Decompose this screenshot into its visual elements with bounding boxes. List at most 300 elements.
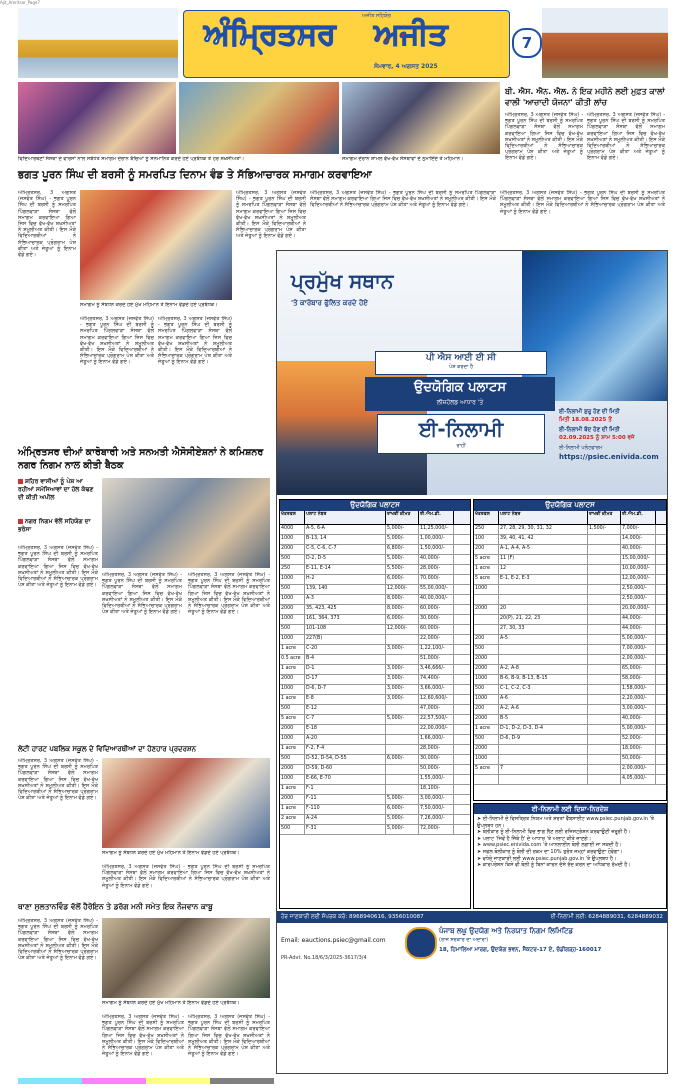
bullet-square-icon — [18, 519, 23, 524]
table-cell: 3,46,666/- — [419, 665, 454, 674]
table-cell: 5 acre — [280, 715, 305, 724]
table-cell: 5 acre — [474, 555, 499, 564]
table-cell: 6,800/- — [386, 545, 419, 554]
table-cell — [588, 655, 621, 664]
table-cell: 11,25,000/- — [419, 525, 454, 534]
table-cell — [499, 645, 588, 654]
table-cell: A-20 — [305, 735, 386, 744]
table-cell: 2000 — [280, 605, 305, 614]
table-cell — [386, 705, 419, 714]
table-cell: 5,000/- — [386, 815, 419, 824]
table-cell — [588, 555, 621, 564]
table-cell: D-59, D-60 — [305, 765, 386, 774]
main-body-col3: ਅੰਮ੍ਰਿਤਸਰ, 3 ਅਗਸਤ (ਜਸਵੰਤ ਸਿੰਘ) - ਭਗਤ ਪੂਰਨ ਸਿੰਘ ਦੀ ਬਰਸੀ ਨੂੰ ਸਮਰਪਿਤ ਪਿੰਗਲਵਾੜਾ ਸੰਸਥਾ ਵੱਲੋਂ ਸਮਾਗਮ ਕਰਵਾਇਆ ਗਿਆ ਜਿਸ ਵਿਚ ਵੱਖ-ਵੱਖ ਸ਼ਖ਼ਸੀਅਤਾਂ ਨੇ ਸ਼ਮੂਲੀਅਤ ਕੀਤੀ। ਇਸ ਮੌਕੇ ਵਿਦਿਆਰਥੀਆਂ ਨੇ ਸੱਭਿਆਚਾਰਕ ਪ੍ਰੋਗਰਾਮ ਪੇਸ਼ ਕੀਤਾ ਅਤੇ ਜੇਤੂਆਂ ਨੂੰ ਇਨਾਮ ਵੰਡੇ ਗਏ। — [158, 316, 232, 366]
table-cell: 50,000/- — [621, 755, 656, 764]
top-photo-2 — [179, 82, 339, 154]
table-row — [474, 655, 666, 665]
table-cell — [386, 735, 419, 744]
table-row — [280, 585, 470, 595]
instruction-item: ➤ www.psiec.enivida.com 'ਤੇ ਆਨਲਾਈਨ ਬੋਲੀ ਲਗਾਈ ਜਾ ਸਕਦੀ ਹੈ। — [477, 842, 622, 849]
instructions-box — [473, 803, 667, 909]
table-row — [280, 665, 470, 675]
table-cell: 500 — [474, 735, 499, 744]
ad-org-short: ਪੀ ਐਸ ਆਈ ਈ ਸੀ — [426, 353, 496, 363]
story4-col3: ਅੰਮ੍ਰਿਤਸਰ, 3 ਅਗਸਤ (ਜਸਵੰਤ ਸਿੰਘ) - ਭਗਤ ਪੂਰਨ ਸਿੰਘ ਦੀ ਬਰਸੀ ਨੂੰ ਸਮਰਪਿਤ ਪਿੰਗਲਵਾੜਾ ਸੰਸਥਾ ਵੱਲੋਂ ਸਮਾਗਮ ਕਰਵਾਇਆ ਗਿਆ ਜਿਸ ਵਿਚ ਵੱਖ-ਵੱਖ ਸ਼ਖ਼ਸੀਅਤਾਂ ਨੇ ਸ਼ਮੂਲੀਅਤ ਕੀਤੀ। ਇਸ ਮੌਕੇ ਵਿਦਿਆਰਥੀਆਂ ਨੇ ਸੱਭਿਆਚਾਰਕ ਪ੍ਰੋਗਰਾਮ ਪੇਸ਼ ਕੀਤਾ ਅਤੇ ਜੇਤੂਆਂ ਨੂੰ ਇਨਾਮ ਵੰਡੇ ਗਏ। — [188, 1014, 270, 1058]
ad-org-box — [375, 351, 547, 375]
table-cell: 44,000/- — [621, 615, 656, 624]
table-cell — [386, 785, 419, 794]
plots-table-right-body — [474, 525, 666, 785]
table-cell: 3,000/- — [386, 695, 419, 704]
table-cell: A-5 — [499, 635, 588, 644]
table-cell: 200 — [474, 635, 499, 644]
table-row — [474, 665, 666, 675]
footer-org-name: ਪੰਜਾਬ ਲਘੂ ਉਦਯੋਗ ਅਤੇ ਨਿਰਯਾਤ ਨਿਗਮ ਲਿਮਿਟਿਡ — [439, 927, 574, 935]
ad-banner — [277, 251, 667, 495]
table-cell: 27, 28, 29, 30, 31, 32 — [499, 525, 588, 534]
table-cell: 1000 — [280, 595, 305, 604]
table-cell: 1,50,000/- — [419, 545, 454, 554]
masthead-title-left: ਅੰਮ੍ਰਿਤਸਰ — [204, 17, 336, 52]
table-row — [280, 545, 470, 555]
table-row — [280, 765, 470, 775]
table-cell: 1000 — [280, 575, 305, 584]
table-cell: 70,000/- — [419, 575, 454, 584]
table-cell: 27, 30, 33 — [499, 625, 588, 634]
table-cell: 200 — [474, 545, 499, 554]
table-cell: 6,000/- — [386, 755, 419, 764]
top-photo-1 — [18, 82, 176, 154]
table-row — [280, 815, 470, 825]
table-cell: 1,55,000/- — [419, 775, 454, 784]
table-cell: F-11 — [305, 795, 386, 804]
table-cell — [499, 595, 588, 604]
print-color-bar — [18, 1078, 658, 1084]
table-row — [474, 555, 666, 565]
table-cell — [386, 655, 419, 664]
table-cell: 28,000/- — [419, 745, 454, 754]
table-cell: 12 — [499, 565, 588, 574]
table-cell: E-66, E-70 — [305, 775, 386, 784]
school-photo-caption: ਸਮਾਗਮ ਨੂੰ ਸੰਬੋਧਨ ਕਰਦੇ ਹੋਏ ਮੁੱਖ ਮਹਿਮਾਨ ਤੇ ਇਨਾਮ ਵੰਡਦੇ ਹੋਏ ਪ੍ਰਬੰਧਕ। — [102, 850, 240, 856]
ad-band-2 — [377, 414, 545, 454]
table-cell: 5,000/- — [386, 715, 419, 724]
table-cell: C-7 — [305, 715, 386, 724]
top-caption-right: ਸਮਾਗਮ ਦੌਰਾਨ ਸ਼ਾਮਲ ਵੱਖ-ਵੱਖ ਸੰਸਥਾਵਾਂ ਦੇ ਨੁਮਾਇੰਦੇ ਤੇ ਮਹਿਮਾਨ। — [342, 156, 464, 162]
col-emd: ਈ.ਐਮ.ਡੀ. — [621, 511, 656, 524]
table-cell: 5,000/- — [386, 535, 419, 544]
table-cell: 500 — [280, 755, 305, 764]
table-cell — [588, 595, 621, 604]
ad-title: ਪ੍ਰਮੁੱਖ ਸਥਾਨ — [291, 269, 394, 293]
table-cell: 72,000/- — [419, 825, 454, 834]
table-row — [474, 545, 666, 555]
table-cell: F-2, F-4 — [305, 745, 386, 754]
police-photo — [102, 918, 270, 998]
ad-footer — [277, 925, 667, 965]
table-row — [280, 575, 470, 585]
table-cell: 5,00,000/- — [621, 725, 656, 734]
table-cell: 6,000/- — [386, 805, 419, 814]
table-cell: A-5, 6-A — [305, 525, 386, 534]
table-row — [280, 635, 470, 645]
table-cell: 2000 — [474, 745, 499, 754]
table-cell: 22,57,500/- — [419, 715, 454, 724]
bullet-1-text: ਸ਼ਹਿਰ ਵਾਸੀਆਂ ਨੂੰ ਪੇਸ਼ ਆ ਰਹੀਆਂ ਸਮੱਸਿਆਵਾਂ ਦਾ ਹੱਲ ਕੱਢਣ ਦੀ ਕੀਤੀ ਅਪੀਲ — [18, 478, 94, 501]
table-cell: A-6 — [499, 695, 588, 704]
table-cell: 58,000/- — [621, 675, 656, 684]
plots-table-right-title: ਉਦਯੋਗਿਕ ਪਲਾਟਸ — [474, 500, 666, 511]
main-body-col1: ਅੰਮ੍ਰਿਤਸਰ, 3 ਅਗਸਤ (ਜਸਵੰਤ ਸਿੰਘ) - ਭਗਤ ਪੂਰਨ ਸਿੰਘ ਦੀ ਬਰਸੀ ਨੂੰ ਸਮਰਪਿਤ ਪਿੰਗਲਵਾੜਾ ਸੰਸਥਾ ਵੱਲੋਂ ਸਮਾਗਮ ਕਰਵਾਇਆ ਗਿਆ ਜਿਸ ਵਿਚ ਵੱਖ-ਵੱਖ ਸ਼ਖ਼ਸੀਅਤਾਂ ਨੇ ਸ਼ਮੂਲੀਅਤ ਕੀਤੀ। ਇਸ ਮੌਕੇ ਵਿਦਿਆਰਥੀਆਂ ਨੇ ਸੱਭਿਆਚਾਰਕ ਪ੍ਰੋਗਰਾਮ ਪੇਸ਼ ਕੀਤਾ ਅਤੇ ਜੇਤੂਆਂ ਨੂੰ ਇਨਾਮ ਵੰਡੇ ਗਏ। — [18, 190, 76, 259]
table-cell: 1 acre — [280, 785, 305, 794]
instruction-item: ➤ ਕਾਰਪੋਰੇਸ਼ਨ ਕਿਸੇ ਵੀ ਬੋਲੀ ਨੂੰ ਬਿਨਾਂ ਕਾਰਨ ਦੱਸੇ ਰੱਦ ਕਰਨ ਦਾ ਅਧਿਕਾਰ ਰੱਖਦੀ ਹੈ। — [477, 862, 631, 869]
helpline-right-text: ਈ-ਨਿਲਾਮੀ ਲਈ: 6284889031, 6284889032 — [550, 914, 663, 920]
table-cell: 10,00,000/- — [621, 565, 656, 574]
table-cell: 60,000/- — [419, 625, 454, 634]
table-cell: B-6, B-9, B-13, B-15 — [499, 675, 588, 684]
table-cell: 139, 140 — [305, 585, 386, 594]
top-caption-left: ਵਿਦਿਆਰਥਣਾਂ ਸੰਸਥਾ ਦੇ ਵਾਰਸਾਂ ਨਾਲ ਸਬੰਧਤ ਸਮਾਗਮ ਦੌਰਾਨ ਬੱਚਿਆਂ ਨੂੰ ਸਨਮਾਨਿਤ ਕਰਦੇ ਹੋਏ ਪ੍ਰਬੰਧਕ ਤੇ ਹੋਰ ਸ਼ਖ਼ਸੀਅਤਾਂ। — [18, 156, 245, 162]
table-cell: 65,000/- — [621, 665, 656, 674]
table-cell: 1 acre — [280, 645, 305, 654]
table-cell: D-6, D-9 — [499, 735, 588, 744]
table-cell: 0.5 acre — [280, 655, 305, 664]
helpline-text: ਹੋਰ ਜਾਣਕਾਰੀ ਲਈ ਸੰਪਰਕ ਕਰੋ: 8968940616, 9356010087 — [281, 914, 424, 920]
table-cell: 1000 — [474, 585, 499, 594]
table-cell: 40,000/- — [419, 555, 454, 564]
table-cell: 3,000/- — [386, 665, 419, 674]
table-cell: 7,50,000/- — [419, 805, 454, 814]
table-row — [474, 765, 666, 775]
top-photo-3 — [342, 82, 500, 154]
table-cell — [588, 545, 621, 554]
table-row — [474, 725, 666, 735]
table-cell: 1 acre — [280, 695, 305, 704]
table-cell: 1000 — [280, 635, 305, 644]
table-cell: 3,000/- — [386, 685, 419, 694]
table-cell: 15,00,000/- — [621, 555, 656, 564]
table-row — [474, 705, 666, 715]
table-cell: 28,000/- — [419, 565, 454, 574]
table-cell: 4000 — [280, 525, 305, 534]
table-cell: 101-108 — [305, 625, 386, 634]
table-row — [474, 625, 666, 635]
table-cell: D-6, D-7 — [305, 685, 386, 694]
table-cell: 2000 — [280, 795, 305, 804]
ad-contact-label: ਈ-ਨਿਲਾਮੀ ਪਲੇਟਫਾਰਮ — [559, 445, 603, 451]
table-cell: 2000 — [280, 765, 305, 774]
table-row — [474, 755, 666, 765]
meeting-photo — [102, 478, 270, 568]
table-cell: 4,05,000/- — [621, 775, 656, 784]
table-cell: 7,000/- — [621, 525, 656, 534]
table-cell — [588, 695, 621, 704]
table-cell — [474, 625, 499, 634]
table-row — [280, 825, 470, 835]
table-cell — [588, 745, 621, 754]
table-row — [474, 575, 666, 585]
table-cell — [588, 585, 621, 594]
table-cell: B-13, 14 — [305, 535, 386, 544]
page-number: 7 — [521, 34, 533, 52]
instruction-item: ➤ ਸਫਲ ਬੋਲੀਕਾਰ ਨੂੰ ਬੋਲੀ ਦੀ ਰਕਮ ਦਾ 10% ਤੁਰੰਤ ਜਮ੍ਹਾਂ ਕਰਵਾਉਣਾ ਹੋਵੇਗਾ। — [477, 848, 623, 855]
col-area: ਖੇਤਰਫਲ — [474, 511, 499, 524]
table-cell: 51,000/- — [419, 655, 454, 664]
table-cell: 1 acre — [280, 745, 305, 754]
table-cell: 1,22,100/- — [419, 645, 454, 654]
table-cell — [588, 705, 621, 714]
table-cell: 20 — [499, 605, 588, 614]
table-row — [474, 645, 666, 655]
table-cell — [386, 725, 419, 734]
table-row — [280, 645, 470, 655]
story2-col3: ਅੰਮ੍ਰਿਤਸਰ, 3 ਅਗਸਤ (ਜਸਵੰਤ ਸਿੰਘ) - ਭਗਤ ਪੂਰਨ ਸਿੰਘ ਦੀ ਬਰਸੀ ਨੂੰ ਸਮਰਪਿਤ ਪਿੰਗਲਵਾੜਾ ਸੰਸਥਾ ਵੱਲੋਂ ਸਮਾਗਮ ਕਰਵਾਇਆ ਗਿਆ ਜਿਸ ਵਿਚ ਵੱਖ-ਵੱਖ ਸ਼ਖ਼ਸੀਅਤਾਂ ਨੇ ਸ਼ਮੂਲੀਅਤ ਕੀਤੀ। ਇਸ ਮੌਕੇ ਵਿਦਿਆਰਥੀਆਂ ਨੇ ਸੱਭਿਆਚਾਰਕ ਪ੍ਰੋਗਰਾਮ ਪੇਸ਼ ਕੀਤਾ ਅਤੇ ਜੇਤੂਆਂ ਨੂੰ ਇਨਾਮ ਵੰਡੇ ਗਏ। — [188, 572, 270, 616]
table-cell — [588, 575, 621, 584]
table-row — [474, 735, 666, 745]
col-reserve: ਰਾਖਵੀਂ ਕੀਮਤ — [588, 511, 621, 524]
table-cell: D-1, D-2, D-3, D-4 — [499, 725, 588, 734]
table-cell: D-52, D-54, D-55 — [305, 755, 386, 764]
table-cell: 60,000/- — [419, 605, 454, 614]
police-photo-caption: ਸਮਾਗਮ ਨੂੰ ਸੰਬੋਧਨ ਕਰਦੇ ਹੋਏ ਮੁੱਖ ਮਹਿਮਾਨ ਤੇ ਇਨਾਮ ਵੰਡਦੇ ਹੋਏ ਪ੍ਰਬੰਧਕ। — [102, 1000, 240, 1006]
table-cell: 18,100/- — [419, 785, 454, 794]
table-cell: 1000 — [474, 675, 499, 684]
table-cell — [386, 765, 419, 774]
headline-2: ਅੰਮ੍ਰਿਤਸਰ ਦੀਆਂ ਕਾਰੋਬਾਰੀ ਅਤੇ ਸਨਅਤੀ ਐਸੋਸੀਏਸ਼ਨਾਂ ਨੇ ਕਮਿਸ਼ਨਰ ਨਗਰ ਨਿਗਮ ਨਾਲ ਕੀਤੀ ਬੈਠਕ — [18, 447, 264, 471]
table-cell: E-18 — [305, 725, 386, 734]
table-cell: 2000 — [474, 665, 499, 674]
table-row — [280, 695, 470, 705]
table-row — [280, 595, 470, 605]
table-row — [474, 685, 666, 695]
table-cell: 5,00,000/- — [621, 635, 656, 644]
table-cell: 55,00,000/- — [419, 585, 454, 594]
table-cell — [588, 605, 621, 614]
ad-url-link[interactable]: https://psiec.enivida.com — [559, 453, 659, 461]
table-row — [280, 525, 470, 535]
table-row — [474, 525, 666, 535]
table-cell: F-1 — [305, 785, 386, 794]
table-row — [474, 535, 666, 545]
bullet-2 — [18, 518, 98, 534]
table-cell: 2,00,000/- — [621, 765, 656, 774]
table-cell: D-2, D-5 — [305, 555, 386, 564]
table-row — [474, 585, 666, 595]
table-cell — [386, 775, 419, 784]
ad-org-short-sub: ਪੇਸ਼ ਕਰਦਾ ਹੈ — [448, 364, 474, 370]
col-plot-no: ਪਲਾਟ ਨੰਬਰ — [305, 511, 386, 524]
table-cell: 7,26,000/- — [419, 815, 454, 824]
table-cell — [588, 615, 621, 624]
table-cell: 250 — [280, 565, 305, 574]
table-cell — [588, 635, 621, 644]
table-row — [474, 595, 666, 605]
pr-number: PR-Advt. No.18/6/3/2025-3617/3/4 — [281, 955, 367, 961]
table-cell: 30,000/- — [419, 615, 454, 624]
table-cell: 35, 423, 425 — [305, 605, 386, 614]
table-row — [474, 605, 666, 615]
psiec-advertisement — [276, 250, 668, 1074]
table-cell: 5,000/- — [386, 555, 419, 564]
table-cell: 227(B) — [305, 635, 386, 644]
bsnl-headline: ਬੀ. ਐਸ. ਐਨ. ਐਲ. ਨੇ ਇਕ ਮਹੀਨੇ ਲਈ ਮੁਫ਼ਤ ਕਾਲਾਂ ਵਾਲੀ 'ਆਜ਼ਾਦੀ ਯੋਜਨਾ' ਕੀਤੀ ਲਾਂਚ — [505, 87, 665, 107]
table-cell: 3,000/- — [386, 645, 419, 654]
instructions-title: ਈ-ਨਿਲਾਮੀ ਲਈ ਦਿਸ਼ਾ-ਨਿਰਦੇਸ਼ — [474, 804, 666, 814]
table-cell: C-1, C-2, C-3 — [499, 685, 588, 694]
table-cell — [474, 595, 499, 604]
col-plot-no: ਪਲਾਟ ਨੰਬਰ — [499, 511, 588, 524]
table-cell: B-5 — [499, 715, 588, 724]
footer-address: 18, ਹਿਮਾਲਿਆ ਮਾਰਗ, ਉਦਯੋਗ ਭਵਨ, ਸੈਕਟਰ-17 ਏ, ਚੰਡੀਗੜ੍ਹ-160017 — [439, 947, 602, 953]
table-cell: A-24 — [305, 815, 386, 824]
table-cell: C-20 — [305, 645, 386, 654]
table-row — [474, 615, 666, 625]
table-row — [474, 745, 666, 755]
bullet-1 — [18, 478, 98, 502]
table-row — [280, 725, 470, 735]
table-cell: E-1, E-2, E-3 — [499, 575, 588, 584]
table-cell: F-31 — [305, 825, 386, 834]
table-row — [280, 755, 470, 765]
bullet-square-icon — [18, 479, 23, 484]
col-area: ਖੇਤਰਫਲ — [280, 511, 305, 524]
table-cell — [474, 775, 499, 784]
table-row — [280, 795, 470, 805]
plots-table-right — [473, 499, 667, 801]
school-photo — [102, 758, 270, 848]
table-cell: 3,00,000/- — [419, 795, 454, 804]
ad-date-line-2: ਈ-ਨਿਲਾਮੀ ਬੰਦ ਹੋਣ ਦੀ ਮਿਤੀ — [559, 427, 620, 433]
table-cell: 6,000/- — [386, 575, 419, 584]
ad-date-1: ਮਿਤੀ 18.08.2025 ਤੋਂ — [559, 417, 612, 423]
table-cell: 2000 — [280, 675, 305, 684]
ad-date-line-1: ਈ-ਨਿਲਾਮੀ ਸ਼ੁਰੂ ਹੋਣ ਦੀ ਮਿਤੀ — [559, 409, 620, 415]
table-cell — [499, 585, 588, 594]
table-cell: B-4 — [305, 655, 386, 664]
ad-band-1 — [365, 377, 555, 411]
table-cell: E-11, E-14 — [305, 565, 386, 574]
table-cell: F-110 — [305, 805, 386, 814]
table-cell — [588, 565, 621, 574]
email-label[interactable]: Email: eauctions.psiec@gmail.com — [281, 937, 386, 944]
table-cell: 2000 — [474, 605, 499, 614]
table-cell — [588, 775, 621, 784]
table-cell: 500 — [280, 705, 305, 714]
table-cell: 14,000/- — [621, 535, 656, 544]
masthead-tag: ਅਜੀਤ ਸਹਿਯੋਗ — [362, 13, 392, 19]
table-cell: 12,60,600/- — [419, 695, 454, 704]
ad-date-2: 02.09.2025 ਨੂੰ ਸ਼ਾਮ 5:00 ਵਜੇ — [559, 435, 635, 441]
table-row — [280, 605, 470, 615]
table-cell: 1000 — [280, 735, 305, 744]
bsnl-body: ਅੰਮ੍ਰਿਤਸਰ, 3 ਅਗਸਤ (ਜਸਵੰਤ ਸਿੰਘ) - ਭਗਤ ਪੂਰਨ ਸਿੰਘ ਦੀ ਬਰਸੀ ਨੂੰ ਸਮਰਪਿਤ ਪਿੰਗਲਵਾੜਾ ਸੰਸਥਾ ਵੱਲੋਂ ਸਮਾਗਮ ਕਰਵਾਇਆ ਗਿਆ ਜਿਸ ਵਿਚ ਵੱਖ-ਵੱਖ ਸ਼ਖ਼ਸੀਅਤਾਂ ਨੇ ਸ਼ਮੂਲੀਅਤ ਕੀਤੀ। ਇਸ ਮੌਕੇ ਵਿਦਿਆਰਥੀਆਂ ਨੇ ਸੱਭਿਆਚਾਰਕ ਪ੍ਰੋਗਰਾਮ ਪੇਸ਼ ਕੀਤਾ ਅਤੇ ਜੇਤੂਆਂ ਨੂੰ ਇਨਾਮ ਵੰਡੇ ਗਏ। — [505, 112, 583, 162]
table-cell: A-3 — [305, 595, 386, 604]
table-cell — [474, 615, 499, 624]
table-cell: 22,000/- — [419, 635, 454, 644]
table-cell: 500 — [280, 625, 305, 634]
table-row — [280, 685, 470, 695]
story2-col1: ਅੰਮ੍ਰਿਤਸਰ, 3 ਅਗਸਤ (ਜਸਵੰਤ ਸਿੰਘ) - ਭਗਤ ਪੂਰਨ ਸਿੰਘ ਦੀ ਬਰਸੀ ਨੂੰ ਸਮਰਪਿਤ ਪਿੰਗਲਵਾੜਾ ਸੰਸਥਾ ਵੱਲੋਂ ਸਮਾਗਮ ਕਰਵਾਇਆ ਗਿਆ ਜਿਸ ਵਿਚ ਵੱਖ-ਵੱਖ ਸ਼ਖ਼ਸੀਅਤਾਂ ਨੇ ਸ਼ਮੂਲੀਅਤ ਕੀਤੀ। ਇਸ ਮੌਕੇ ਵਿਦਿਆਰਥੀਆਂ ਨੇ ਸੱਭਿਆਚਾਰਕ ਪ੍ਰੋਗਰਾਮ ਪੇਸ਼ ਕੀਤਾ ਅਤੇ ਜੇਤੂਆਂ ਨੂੰ ਇਨਾਮ ਵੰਡੇ ਗਏ। — [18, 545, 98, 589]
table-row — [280, 675, 470, 685]
table-cell: 2000 — [280, 725, 305, 734]
masthead-banner — [183, 10, 510, 78]
table-row — [280, 625, 470, 635]
table-cell: 44,000/- — [621, 625, 656, 634]
table-cell: 1,500/- — [588, 525, 621, 534]
table-cell — [588, 645, 621, 654]
table-row — [280, 655, 470, 665]
helpline-strip — [277, 911, 667, 923]
table-cell: 7,00,000/- — [621, 645, 656, 654]
story3-col1: ਅੰਮ੍ਰਿਤਸਰ, 3 ਅਗਸਤ (ਜਸਵੰਤ ਸਿੰਘ) - ਭਗਤ ਪੂਰਨ ਸਿੰਘ ਦੀ ਬਰਸੀ ਨੂੰ ਸਮਰਪਿਤ ਪਿੰਗਲਵਾੜਾ ਸੰਸਥਾ ਵੱਲੋਂ ਸਮਾਗਮ ਕਰਵਾਇਆ ਗਿਆ ਜਿਸ ਵਿਚ ਵੱਖ-ਵੱਖ ਸ਼ਖ਼ਸੀਅਤਾਂ ਨੇ ਸ਼ਮੂਲੀਅਤ ਕੀਤੀ। ਇਸ ਮੌਕੇ ਵਿਦਿਆਰਥੀਆਂ ਨੇ ਸੱਭਿਆਚਾਰਕ ਪ੍ਰੋਗਰਾਮ ਪੇਸ਼ ਕੀਤਾ ਅਤੇ ਜੇਤੂਆਂ ਨੂੰ ਇਨਾਮ ਵੰਡੇ ਗਏ। — [18, 758, 98, 802]
bsnl-body-2: ਅੰਮ੍ਰਿਤਸਰ, 3 ਅਗਸਤ (ਜਸਵੰਤ ਸਿੰਘ) - ਭਗਤ ਪੂਰਨ ਸਿੰਘ ਦੀ ਬਰਸੀ ਨੂੰ ਸਮਰਪਿਤ ਪਿੰਗਲਵਾੜਾ ਸੰਸਥਾ ਵੱਲੋਂ ਸਮਾਗਮ ਕਰਵਾਇਆ ਗਿਆ ਜਿਸ ਵਿਚ ਵੱਖ-ਵੱਖ ਸ਼ਖ਼ਸੀਅਤਾਂ ਨੇ ਸ਼ਮੂਲੀਅਤ ਕੀਤੀ। ਇਸ ਮੌਕੇ ਵਿਦਿਆਰਥੀਆਂ ਨੇ ਸੱਭਿਆਚਾਰਕ ਪ੍ਰੋਗਰਾਮ ਪੇਸ਼ ਕੀਤਾ ਅਤੇ ਜੇਤੂਆਂ ਨੂੰ ਇਨਾਮ ਵੰਡੇ ਗਏ। — [587, 112, 665, 162]
table-cell: 39, 40, 41, 42 — [499, 535, 588, 544]
main-body-col2: ਅੰਮ੍ਰਿਤਸਰ, 3 ਅਗਸਤ (ਜਸਵੰਤ ਸਿੰਘ) - ਭਗਤ ਪੂਰਨ ਸਿੰਘ ਦੀ ਬਰਸੀ ਨੂੰ ਸਮਰਪਿਤ ਪਿੰਗਲਵਾੜਾ ਸੰਸਥਾ ਵੱਲੋਂ ਸਮਾਗਮ ਕਰਵਾਇਆ ਗਿਆ ਜਿਸ ਵਿਚ ਵੱਖ-ਵੱਖ ਸ਼ਖ਼ਸੀਅਤਾਂ ਨੇ ਸ਼ਮੂਲੀਅਤ ਕੀਤੀ। ਇਸ ਮੌਕੇ ਵਿਦਿਆਰਥੀਆਂ ਨੇ ਸੱਭਿਆਚਾਰਕ ਪ੍ਰੋਗਰਾਮ ਪੇਸ਼ ਕੀਤਾ ਅਤੇ ਜੇਤੂਆਂ ਨੂੰ ਇਨਾਮ ਵੰਡੇ ਗਏ। — [80, 316, 154, 366]
table-cell: 2,20,000/- — [621, 695, 656, 704]
monument-image — [542, 8, 668, 78]
table-row — [474, 635, 666, 645]
table-cell: C-5, C-6, C-7 — [305, 545, 386, 554]
table-cell — [588, 755, 621, 764]
table-cell: 500 — [280, 825, 305, 834]
table-cell: 1,00,000/- — [419, 535, 454, 544]
table-cell: 1000 — [280, 685, 305, 694]
table-cell: 1,58,000/- — [621, 685, 656, 694]
table-cell: 2000 — [280, 545, 305, 554]
table-cell: A-1, A-4, A-5 — [499, 545, 588, 554]
table-cell: 500 — [474, 645, 499, 654]
table-row — [280, 785, 470, 795]
headline-4: ਥਾਣਾ ਸੁਲਤਾਨਵਿੰਡ ਵੱਲੋਂ ਹੈਰੋਇਨ ਤੇ ਡਰੱਗ ਮਨੀ ਸਮੇਤ ਇਕ ਨੌਜਵਾਨ ਕਾਬੂ — [18, 902, 213, 911]
table-cell: 1 acre — [474, 565, 499, 574]
table-cell: 40,000/- — [621, 715, 656, 724]
table-row — [280, 745, 470, 755]
ad-band-1-sub: ਲੀਜ਼ਹੋਲਡ ਆਧਾਰ 'ਤੇ — [436, 399, 484, 406]
instruction-item: ➤ ਪਲਾਟ 'ਜਿਵੇਂ ਹੈ ਜਿੱਥੇ ਹੈ' ਦੇ ਆਧਾਰ 'ਤੇ ਅਲਾਟ ਕੀਤੇ ਜਾਣਗੇ। — [477, 835, 592, 842]
table-cell: E-8 — [305, 695, 386, 704]
table-row — [280, 735, 470, 745]
table-cell: 500 — [280, 585, 305, 594]
table-cell: 500 — [280, 555, 305, 564]
table-cell: 5 acre — [474, 575, 499, 584]
table-cell: 18,000/- — [621, 745, 656, 754]
table-row — [474, 695, 666, 705]
table-cell: 250 — [474, 525, 499, 534]
table-cell: 2 acre — [280, 815, 305, 824]
table-row — [280, 565, 470, 575]
table-cell: 2,50,000/- — [621, 585, 656, 594]
footer-org-sub: (ਰਾਜ ਸਰਕਾਰ ਦਾ ਅਦਾਰਾ) — [439, 937, 489, 943]
table-cell: D-17 — [305, 675, 386, 684]
ad-band-1-title: ਉਦਯੋਗਿਕ ਪਲਾਟਸ — [413, 380, 507, 395]
table-row — [474, 715, 666, 725]
table-cell — [499, 745, 588, 754]
table-cell: 100 — [474, 535, 499, 544]
table-cell: 200 — [474, 705, 499, 714]
table-cell: 11 (F) — [499, 555, 588, 564]
main-headline: ਭਗਤ ਪੂਰਨ ਸਿੰਘ ਦੀ ਬਰਸੀ ਨੂੰ ਸਮਰਪਿਤ ਦਿਨਾਮ ਵੰਡ ਤੇ ਸੱਭਿਆਚਾਰਕ ਸਮਾਗਮ ਕਰਵਾਇਆ — [18, 169, 372, 181]
main-story-photo — [80, 190, 232, 300]
table-row — [280, 805, 470, 815]
table-cell: 5,000/- — [386, 525, 419, 534]
table-cell — [588, 715, 621, 724]
table-cell: A-2, A-6 — [499, 705, 588, 714]
col-reserve: ਰਾਖਵੀਂ ਕੀਮਤ — [386, 511, 419, 524]
table-cell: 8,000/- — [386, 605, 419, 614]
table-cell: 5 acre — [474, 765, 499, 774]
table-cell — [588, 685, 621, 694]
table-cell: 3,000/- — [386, 675, 419, 684]
